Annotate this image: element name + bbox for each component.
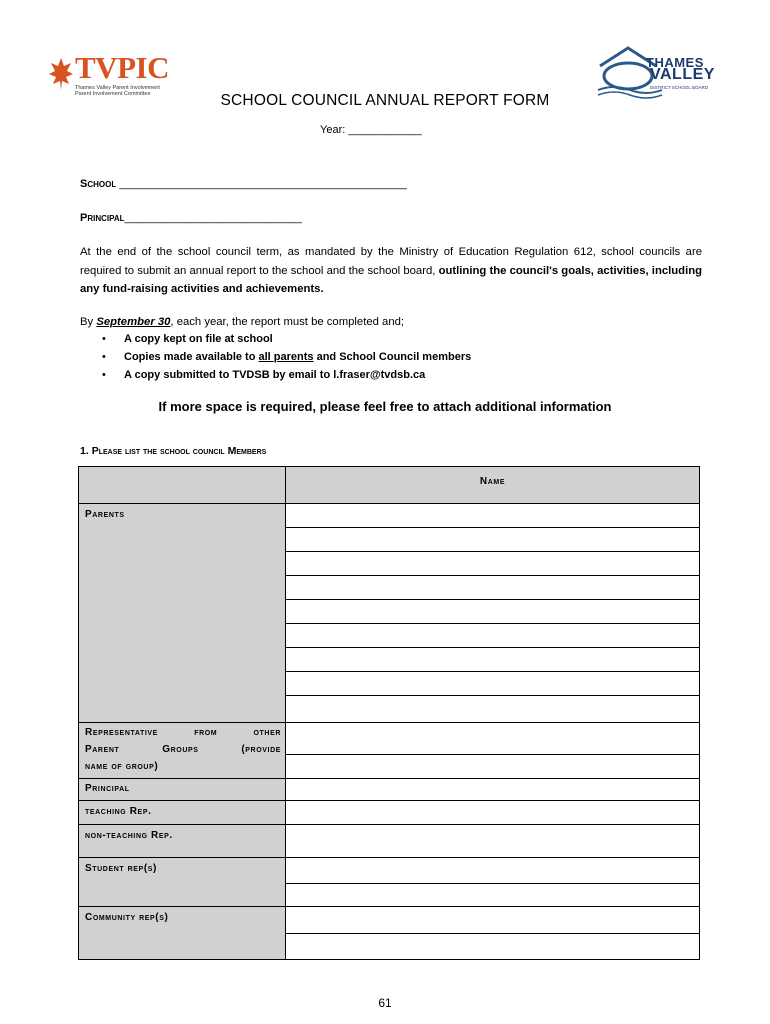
parent-name-cell[interactable] [285,575,700,600]
space-note: If more space is required, please feel free to attach additional information [158,399,612,414]
deadline-suffix: , each year, the report must be completed and; [170,316,405,328]
parent-name-cell[interactable] [285,695,700,723]
deadline-prefix: By [80,316,97,328]
representative-label-cell [78,722,286,779]
principal-label: Principal [80,212,125,224]
principal-name-cell[interactable] [285,778,700,801]
principal-blank: _____________________________ [124,212,302,224]
community-rep-label: Community rep(s) [85,912,169,923]
list-item [102,348,471,366]
requirements-list [102,330,471,384]
principal-label-cell [78,778,286,801]
school-field[interactable] [80,178,407,190]
nonteaching-rep-label: non-teaching Rep. [85,830,173,841]
deadline-sentence [80,313,404,331]
principal-field[interactable] [80,212,302,224]
members-table [78,466,700,960]
year-field[interactable]: Year: ____________ [320,124,422,136]
section-heading [80,445,266,457]
tvpic-leaf-icon [48,56,74,92]
parents-label-cell [78,503,286,723]
school-label: School [80,178,117,190]
community-rep-name-cell[interactable] [285,906,700,934]
section-title: Please list the school council Members [91,445,267,457]
student-rep-name-cell[interactable] [285,883,700,907]
all-parents-text: all parents [258,351,314,363]
representative-label-3: name of group) [85,761,159,772]
representative-label-1: Representative from other [85,727,281,738]
teaching-label-cell [78,800,286,825]
name-column-header [285,466,700,504]
table-header-blank [78,466,286,504]
nonteaching-label-cell [78,824,286,858]
parent-name-cell[interactable] [285,527,700,552]
board-subtitle: DISTRICT SCHOOL BOARD [650,85,709,90]
parent-name-cell[interactable] [285,503,700,528]
parent-name-cell[interactable] [285,623,700,648]
parents-label: Parents [85,509,125,520]
list-item-text: and School Council members [313,351,472,363]
principal-row-label: Principal [85,783,130,794]
tvpic-subtitle-1: Thames Valley Parent Involvement [75,85,160,91]
representative-name-cell[interactable] [285,722,700,755]
school-blank: _______________________________________________ [116,178,407,190]
tvpic-wordmark: TVPIC [75,50,169,85]
representative-label-2: Parent Groups (provide [85,744,281,755]
representative-name-cell[interactable] [285,754,700,779]
intro-paragraph [80,243,702,299]
teaching-rep-name-cell[interactable] [285,800,700,825]
parent-name-cell[interactable] [285,647,700,672]
page-title: SCHOOL COUNCIL ANNUAL REPORT FORM [220,92,550,109]
nonteaching-rep-name-cell[interactable] [285,824,700,858]
community-rep-name-cell[interactable] [285,933,700,960]
intro-text: At the end of the school council term, as mandated by the Ministry of Education Regulation 612, school councils are required to submit an annual report to the school and the school board, [80,246,702,277]
teaching-rep-label: teaching Rep. [85,806,152,817]
page-number: 61 [378,996,392,1010]
parent-name-cell[interactable] [285,599,700,624]
section-number: 1. [80,445,92,457]
student-rep-name-cell[interactable] [285,857,700,884]
tvpic-subtitle-2: Parent Involvement Committee [75,91,151,97]
thames-wordmark: THAMES [646,55,704,70]
intro-bold-text: outlining the council's goals, activities, including any fund-raising activities and achievements. [80,264,703,295]
list-item: • A copy submitted to TVDSB by email to l.fraser@tvdsb.ca [102,366,471,384]
list-item: • A copy kept on file at school [102,330,471,348]
parent-name-cell[interactable] [285,551,700,576]
parent-name-cell[interactable] [285,671,700,696]
name-header-text: Name [479,476,506,487]
list-item-text: Copies made available to [124,351,259,363]
student-rep-label: Student rep(s) [85,863,157,874]
valley-wordmark: VALLEY [650,66,715,83]
student-label-cell [78,857,286,907]
deadline-date: September 30 [96,316,171,328]
community-label-cell [78,906,286,960]
